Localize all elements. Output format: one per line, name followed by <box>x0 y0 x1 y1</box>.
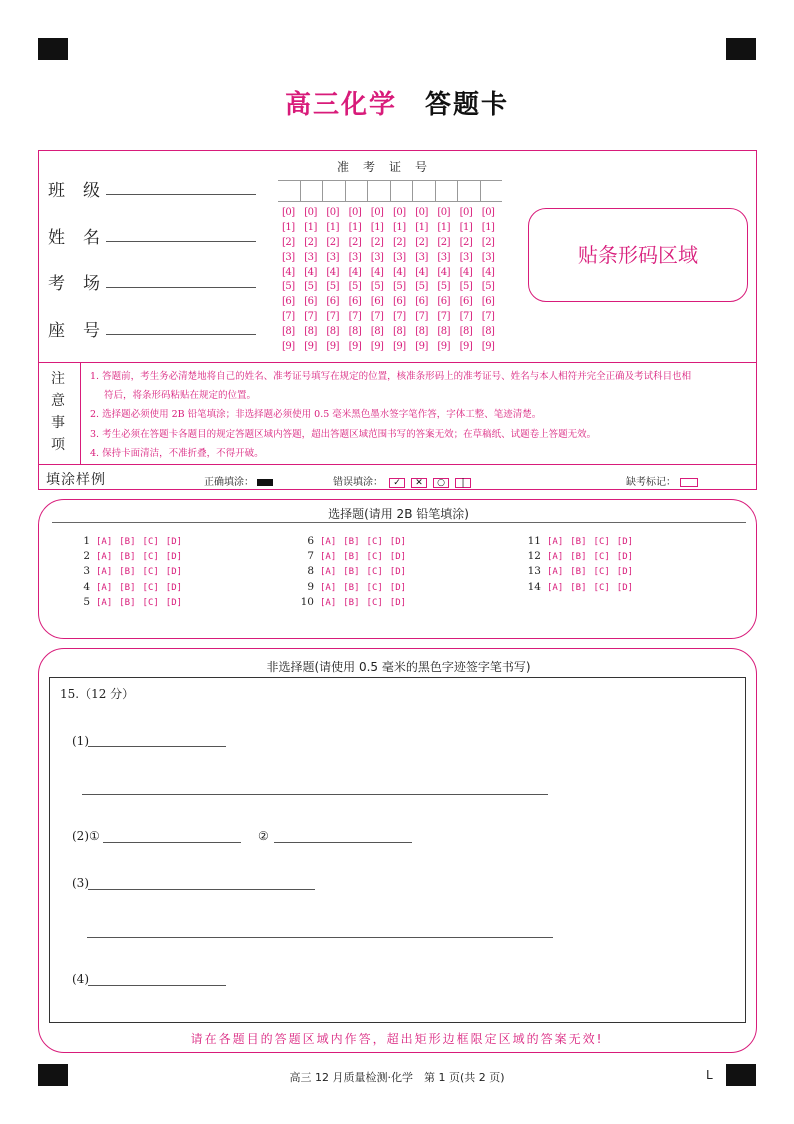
question-number: 4 <box>83 580 90 593</box>
id-column-7[interactable] <box>415 206 435 355</box>
choice-bubble-a[interactable]: [A] <box>320 537 337 547</box>
id-bubble[interactable]: [1] <box>415 221 428 233</box>
choice-bubble-a[interactable]: [A] <box>96 582 113 593</box>
id-bubble[interactable]: [3] <box>415 251 428 263</box>
id-bubble[interactable]: [0] <box>437 207 451 218</box>
id-bubble[interactable]: [2] <box>459 236 473 248</box>
choice-bubble-b[interactable]: [B] <box>119 567 136 578</box>
choice-bubble-d[interactable]: [D] <box>165 582 183 593</box>
choice-bubble-c[interactable]: [C] <box>142 552 159 563</box>
field-seat-line[interactable] <box>106 334 256 335</box>
id-bubble[interactable]: [6] <box>437 296 451 308</box>
id-bubble[interactable]: [3] <box>437 251 451 263</box>
choice-question-6 <box>300 535 413 547</box>
id-bubble[interactable]: [2] <box>415 236 428 248</box>
id-bubble[interactable]: [7] <box>282 311 295 323</box>
id-bubble[interactable]: [2] <box>437 236 451 248</box>
id-bubble[interactable]: [7] <box>370 311 384 323</box>
question-number: 13 <box>527 565 541 578</box>
id-bubble[interactable]: [2] <box>282 236 295 248</box>
choice-bubble-d[interactable]: [D] <box>616 582 634 593</box>
id-bubble[interactable]: [6] <box>393 296 406 308</box>
choice-bubble-a[interactable]: [A] <box>96 537 113 547</box>
id-bubble[interactable]: [8] <box>481 326 495 338</box>
id-bubble[interactable]: [8] <box>393 326 406 338</box>
id-column-9[interactable] <box>460 206 480 355</box>
choice-bubble-d[interactable]: [D] <box>165 597 183 608</box>
id-bubble[interactable]: [0] <box>304 207 317 218</box>
id-bubble[interactable]: [7] <box>437 311 451 323</box>
id-bubble[interactable]: [7] <box>326 311 340 323</box>
choice-bubble-a[interactable]: [A] <box>320 582 337 593</box>
id-bubble[interactable]: [1] <box>459 221 473 233</box>
divider <box>38 362 757 363</box>
id-bubble[interactable]: [1] <box>437 221 451 233</box>
id-bubble[interactable]: [9] <box>437 341 451 353</box>
choice-bubble-d[interactable]: [D] <box>389 582 407 593</box>
id-bubble[interactable]: [4] <box>437 266 451 278</box>
choice-question-2 <box>76 550 189 562</box>
field-room-line[interactable] <box>106 287 256 288</box>
fill-example-title: 填涂样例 <box>46 472 106 488</box>
question-number: 1 <box>83 535 90 547</box>
field-seat-label: 座号 <box>48 321 118 341</box>
id-bubble[interactable]: [3] <box>282 251 295 263</box>
id-bubble[interactable]: [6] <box>348 296 362 308</box>
id-bubble[interactable]: [1] <box>304 221 317 233</box>
choice-bubble-d[interactable]: [D] <box>389 537 407 547</box>
choice-bubble-b[interactable]: [B] <box>119 537 136 547</box>
question-number: 10 <box>300 595 314 608</box>
id-bubble[interactable]: [6] <box>304 296 317 308</box>
id-bubble[interactable]: [2] <box>326 236 340 248</box>
choice-bubble-d[interactable]: [D] <box>165 552 183 563</box>
field-name-label: 姓名 <box>48 228 118 248</box>
id-bubble[interactable]: [8] <box>282 326 295 338</box>
id-bubble[interactable]: [3] <box>304 251 317 263</box>
choice-bubble-c[interactable]: [C] <box>366 582 383 593</box>
note-2: 2. 选择题必须使用 2B 铅笔填涂；非选择题必须使用 0.5 毫米黑色墨水签字笔作答，字体工整、笔迹清楚。 <box>90 409 542 420</box>
id-bubble[interactable]: [4] <box>348 266 362 278</box>
page-footer: 高三 12 月质量检测·化学 第 1 页(共 2 页) <box>289 1071 505 1084</box>
choice-bubble-b[interactable]: [B] <box>343 597 360 608</box>
choice-bubble-a[interactable]: [A] <box>96 552 113 563</box>
id-bubble[interactable]: [9] <box>459 341 473 353</box>
question-number: 8 <box>307 565 314 578</box>
q15-part4-label: (4) <box>72 972 89 986</box>
choice-bubble-b[interactable]: [B] <box>343 567 360 578</box>
absent-mark[interactable]: 缺考标记： <box>626 473 698 488</box>
choice-bubble-d[interactable]: [D] <box>616 567 634 578</box>
id-bubble[interactable]: [5] <box>370 281 384 293</box>
choice-bubble-c[interactable]: [C] <box>366 537 383 547</box>
id-bubble[interactable]: [2] <box>393 236 406 248</box>
wrong-fill-example: 错误填涂： ✓ ✕ ○ | <box>333 473 471 488</box>
registration-mark-top-left <box>38 38 68 60</box>
choice-question-7 <box>300 550 413 562</box>
id-bubble[interactable]: [9] <box>348 341 362 353</box>
q15-label: 15.（12 分） <box>60 687 135 701</box>
choice-bubble-c[interactable]: [C] <box>593 552 610 563</box>
id-bubble[interactable]: [7] <box>304 311 317 323</box>
choice-bubble-b[interactable]: [B] <box>119 552 136 563</box>
id-bubble[interactable]: [8] <box>304 326 317 338</box>
id-bubble[interactable]: [2] <box>348 236 362 248</box>
choice-bubble-c[interactable]: [C] <box>142 567 159 578</box>
question-number: 14 <box>527 580 541 593</box>
id-bubble[interactable]: [5] <box>393 281 406 293</box>
choice-bubble-c[interactable]: [C] <box>142 597 159 608</box>
answer-box-q15[interactable] <box>49 677 746 1023</box>
id-bubble[interactable]: [9] <box>282 341 295 353</box>
choice-bubble-c[interactable]: [C] <box>366 597 383 608</box>
id-bubble[interactable]: [4] <box>326 266 340 278</box>
id-bubble[interactable]: [3] <box>370 251 384 263</box>
field-class-line[interactable] <box>106 194 256 195</box>
choice-bubble-a[interactable]: [A] <box>320 597 337 608</box>
q15-part2a-label: (2)① <box>72 829 100 843</box>
id-bubble[interactable]: [0] <box>282 207 295 218</box>
question-number: 11 <box>527 535 541 547</box>
id-bubble[interactable]: [9] <box>415 341 428 353</box>
id-bubble[interactable]: [5] <box>348 281 362 293</box>
field-room-label: 考场 <box>48 274 118 294</box>
id-bubble[interactable]: [9] <box>370 341 384 353</box>
choice-bubble-c[interactable]: [C] <box>142 537 159 547</box>
choice-bubble-a[interactable]: [A] <box>96 567 113 578</box>
id-bubble[interactable]: [9] <box>304 341 317 353</box>
id-bubble[interactable]: [8] <box>459 326 473 338</box>
page-title <box>0 84 794 121</box>
question-number: 5 <box>83 595 90 608</box>
id-column-4[interactable] <box>349 206 369 355</box>
id-number-cells[interactable] <box>278 180 502 202</box>
id-bubble[interactable]: [5] <box>304 281 317 293</box>
choice-question-8 <box>300 565 413 577</box>
q15-part2b-label: ② <box>258 829 269 843</box>
id-column-6[interactable] <box>393 206 413 355</box>
choice-question-13 <box>527 565 640 577</box>
id-number-label: 准考证号 <box>336 160 441 174</box>
id-bubble[interactable]: [0] <box>415 207 428 218</box>
choice-bubble-d[interactable]: [D] <box>389 567 407 578</box>
id-bubble[interactable]: [3] <box>393 251 406 263</box>
id-bubble[interactable]: [2] <box>481 236 495 248</box>
id-bubble[interactable]: [6] <box>415 296 428 308</box>
choice-bubble-d[interactable]: [D] <box>389 597 407 608</box>
id-bubble[interactable]: [5] <box>282 281 295 293</box>
q15-part1-line[interactable] <box>88 746 226 747</box>
id-bubble[interactable]: [3] <box>459 251 473 263</box>
id-column-3[interactable] <box>326 206 346 355</box>
choice-question-9 <box>300 581 413 593</box>
choice-bubble-a[interactable]: [A] <box>96 597 113 608</box>
id-bubble[interactable]: [7] <box>459 311 473 323</box>
id-bubble[interactable]: [5] <box>326 281 340 293</box>
choice-bubble-b[interactable]: [B] <box>570 582 587 593</box>
choice-bubble-a[interactable]: [A] <box>547 567 564 578</box>
id-bubble[interactable]: [9] <box>481 341 495 353</box>
id-column-8[interactable] <box>437 206 457 355</box>
id-bubble[interactable]: [7] <box>393 311 406 323</box>
id-bubble[interactable]: [8] <box>370 326 384 338</box>
choice-bubble-c[interactable]: [C] <box>593 537 610 547</box>
note-1: 1. 答题前，考生务必清楚地将自己的姓名、准考证号填写在规定的位置，核准条形码上的准考证号、姓名与本人相符并完全正确及考试科目也相 <box>90 371 692 382</box>
id-bubble[interactable]: [6] <box>326 296 340 308</box>
choice-question-14 <box>527 581 640 593</box>
id-bubble[interactable]: [7] <box>481 311 495 323</box>
choice-question-4 <box>76 581 189 593</box>
id-column-2[interactable] <box>304 206 324 355</box>
choice-bubble-a[interactable]: [A] <box>547 582 564 593</box>
id-column-5[interactable] <box>371 206 391 355</box>
id-bubble[interactable]: [5] <box>481 281 495 293</box>
choice-bubble-a[interactable]: [A] <box>547 552 564 563</box>
id-bubble[interactable]: [5] <box>459 281 473 293</box>
id-bubble[interactable]: [6] <box>370 296 384 308</box>
choice-bubble-d[interactable]: [D] <box>616 537 634 547</box>
choice-title: 选择题(请用 2B 铅笔填涂) <box>328 507 469 521</box>
field-name-line[interactable] <box>106 241 256 242</box>
note-1-cont: 符后，将条形码粘贴在规定的位置。 <box>104 390 257 401</box>
id-bubble[interactable]: [2] <box>370 236 384 248</box>
id-bubble[interactable]: [4] <box>459 266 473 278</box>
divider <box>80 362 81 464</box>
choice-question-5 <box>76 596 189 608</box>
note-3: 3. 考生必须在答题卡各题目的规定答题区域内答题，超出答题区域范围书写的答案无效；在草稿纸、试题卷上答题无效。 <box>90 429 597 440</box>
choice-bubble-b[interactable]: [B] <box>343 552 360 563</box>
id-bubble[interactable]: [0] <box>459 207 473 218</box>
id-bubble[interactable]: [1] <box>393 221 406 233</box>
field-class-label: 班级 <box>48 181 118 201</box>
id-bubble[interactable]: [6] <box>481 296 495 308</box>
question-number: 7 <box>307 550 314 563</box>
registration-mark-top-right <box>726 38 756 60</box>
divider <box>52 522 746 523</box>
q15-part2a-line[interactable] <box>103 842 241 843</box>
choice-bubble-b[interactable]: [B] <box>570 552 587 563</box>
choice-question-10 <box>300 596 413 608</box>
id-bubble[interactable]: [1] <box>282 221 295 233</box>
question-number: 3 <box>83 565 90 578</box>
choice-bubble-a[interactable]: [A] <box>547 537 564 547</box>
choice-bubble-c[interactable]: [C] <box>366 552 383 563</box>
id-bubble[interactable]: [0] <box>348 207 362 218</box>
id-bubble[interactable]: [3] <box>326 251 340 263</box>
choice-bubble-b[interactable]: [B] <box>343 582 360 593</box>
id-bubble[interactable]: [8] <box>348 326 362 338</box>
choice-question-1 <box>76 535 189 547</box>
choice-bubble-b[interactable]: [B] <box>570 567 587 578</box>
choice-bubble-b[interactable]: [B] <box>343 537 360 547</box>
id-bubble[interactable]: [8] <box>415 326 428 338</box>
id-bubble[interactable]: [6] <box>459 296 473 308</box>
q15-part3-line[interactable] <box>88 889 315 890</box>
q15-part1-line2[interactable] <box>82 794 548 795</box>
choice-bubble-a[interactable]: [A] <box>320 567 337 578</box>
id-bubble[interactable]: [4] <box>415 266 428 278</box>
notes-title: 注 意 事 项 <box>51 371 65 453</box>
choice-question-3 <box>76 565 189 577</box>
id-column-10[interactable] <box>482 206 502 355</box>
choice-bubble-b[interactable]: [B] <box>570 537 587 547</box>
question-number: 2 <box>83 550 90 563</box>
note-4: 4. 保持卡面清洁，不准折叠，不得开破。 <box>90 448 264 459</box>
id-bubble[interactable]: [3] <box>481 251 495 263</box>
id-bubble[interactable]: [7] <box>348 311 362 323</box>
id-bubble[interactable]: [3] <box>348 251 362 263</box>
choice-bubble-d[interactable]: [D] <box>165 537 183 547</box>
id-bubble[interactable]: [1] <box>348 221 362 233</box>
title-subject: 高三化学 <box>284 90 397 120</box>
id-bubble[interactable]: [4] <box>370 266 384 278</box>
id-bubble[interactable]: [1] <box>326 221 340 233</box>
id-bubble[interactable]: [4] <box>282 266 295 278</box>
divider <box>38 464 757 465</box>
id-bubble[interactable]: [4] <box>304 266 317 278</box>
answer-area-warning: 请在各题目的答题区域内作答，超出矩形边框限定区域的答案无效! <box>190 1032 604 1046</box>
choice-bubble-c[interactable]: [C] <box>142 582 159 593</box>
q15-part3-label: (3) <box>72 876 89 890</box>
id-bubble[interactable]: [0] <box>370 207 384 218</box>
choice-bubble-b[interactable]: [B] <box>119 597 136 608</box>
id-bubble[interactable]: [9] <box>393 341 406 353</box>
correct-fill-example: 正确填涂： <box>204 473 273 488</box>
choice-bubble-d[interactable]: [D] <box>165 567 183 578</box>
barcode-area: 贴条形码区域 <box>528 208 748 302</box>
id-bubble[interactable]: [1] <box>370 221 384 233</box>
id-bubble[interactable]: [2] <box>304 236 317 248</box>
page-side-mark: L <box>706 1068 713 1082</box>
question-number: 9 <box>307 580 314 593</box>
choice-question-12 <box>527 550 640 562</box>
choice-bubble-b[interactable]: [B] <box>119 582 136 593</box>
choice-bubble-d[interactable]: [D] <box>389 552 407 563</box>
id-bubble[interactable]: [0] <box>481 207 495 218</box>
q15-part4-line[interactable] <box>88 985 226 986</box>
id-bubble[interactable]: [8] <box>326 326 340 338</box>
id-bubble[interactable]: [7] <box>415 311 428 323</box>
id-bubble[interactable]: [5] <box>437 281 451 293</box>
choice-bubble-d[interactable]: [D] <box>616 552 634 563</box>
question-number: 12 <box>527 550 541 563</box>
choice-bubble-c[interactable]: [C] <box>366 567 383 578</box>
q15-part2b-line[interactable] <box>274 842 412 843</box>
id-bubble[interactable]: [4] <box>481 266 495 278</box>
nonchoice-title: 非选择题(请使用 0.5 毫米的黑色字迹签字笔书写) <box>266 660 531 674</box>
choice-bubble-c[interactable]: [C] <box>593 567 610 578</box>
id-bubble[interactable]: [4] <box>393 266 406 278</box>
id-column-1[interactable] <box>282 206 302 355</box>
id-bubble[interactable]: [8] <box>437 326 451 338</box>
id-bubble[interactable]: [0] <box>393 207 406 218</box>
choice-bubble-c[interactable]: [C] <box>593 582 610 593</box>
q15-part3-line2[interactable] <box>87 937 553 938</box>
choice-bubble-a[interactable]: [A] <box>320 552 337 563</box>
title-card: 答题卡 <box>425 90 510 120</box>
id-bubble[interactable]: [6] <box>282 296 295 308</box>
choice-question-11 <box>527 535 640 547</box>
id-bubble[interactable]: [5] <box>415 281 428 293</box>
q15-part1-label: (1) <box>72 734 89 748</box>
id-bubble[interactable]: [9] <box>326 341 340 353</box>
question-number: 6 <box>307 535 314 547</box>
id-bubble[interactable]: [1] <box>481 221 495 233</box>
id-bubble[interactable]: [0] <box>326 207 340 218</box>
